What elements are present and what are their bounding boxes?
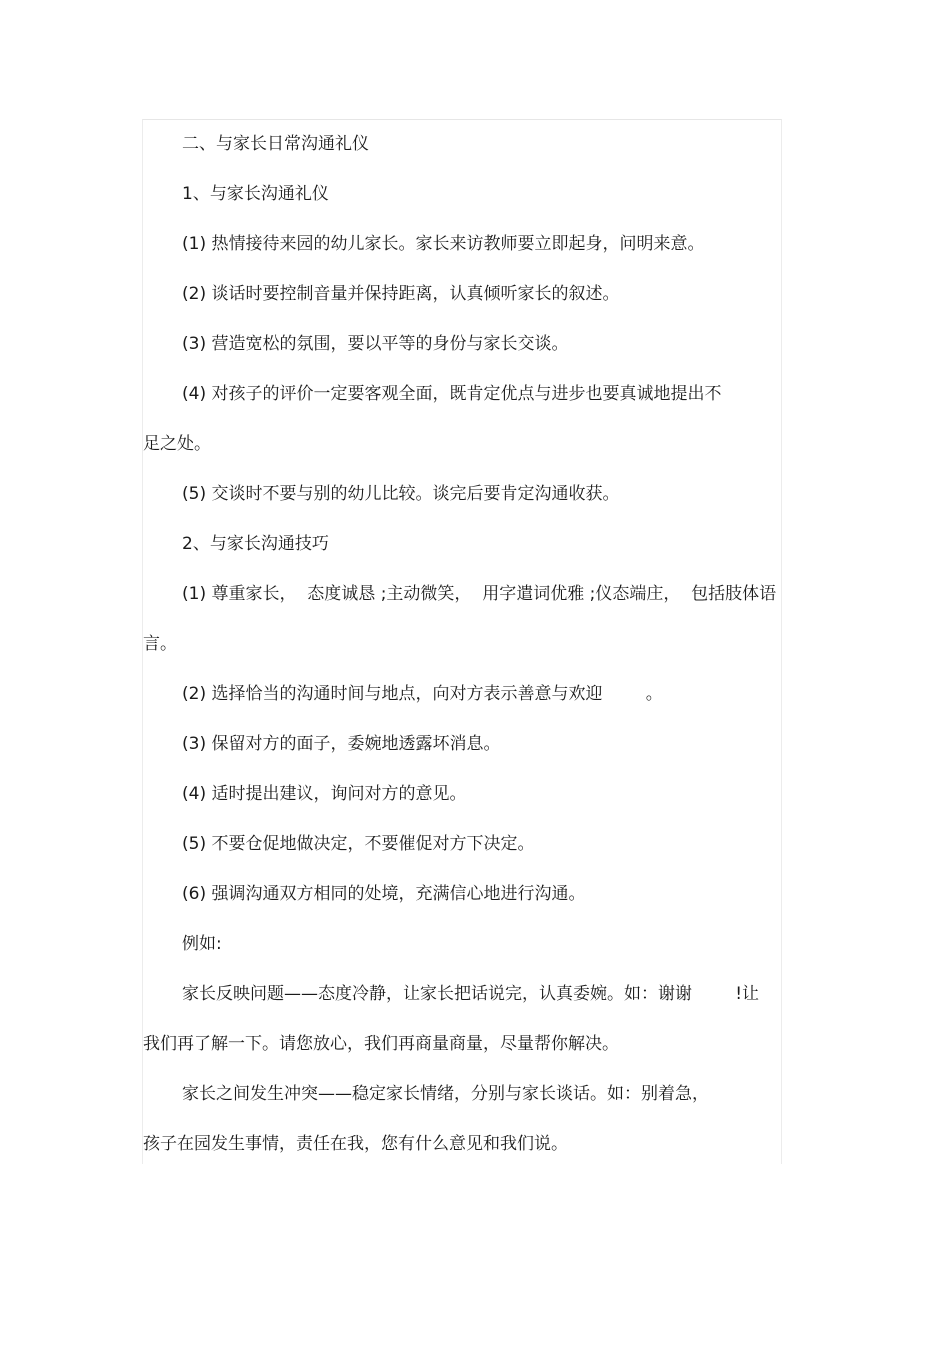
- skills-item-3: (3) 保留对方的面子，委婉地透露坏消息。: [182, 734, 501, 754]
- skills-item-2: (2) 选择恰当的沟通时间与地点，向对方表示善意与欢迎 。: [182, 684, 663, 704]
- example-label: 例如:: [182, 934, 222, 954]
- skills-item-4: (4) 适时提出建议，询问对方的意见。: [182, 784, 467, 804]
- etiquette-item-4-continued: 足之处。: [143, 434, 211, 454]
- skills-item-1: (1) 尊重家长， 态度诚恳 ;主动微笑， 用字遣词优雅 ;仪态端庄， 包括肢体语: [182, 584, 777, 604]
- example-1-line-1: 家长反映问题——态度冷静，让家长把话说完，认真委婉。如：谢谢 !让: [182, 984, 760, 1004]
- skills-item-1-continued: 言。: [143, 634, 177, 654]
- subsection-title-etiquette: 1、与家长沟通礼仪: [182, 184, 329, 204]
- etiquette-item-2: (2) 谈话时要控制音量并保持距离，认真倾听家长的叙述。: [182, 284, 620, 304]
- page-frame: [142, 119, 782, 1164]
- subsection-title-skills: 2、与家长沟通技巧: [182, 534, 329, 554]
- skills-item-6: (6) 强调沟通双方相同的处境，充满信心地进行沟通。: [182, 884, 586, 904]
- section-title: 二、与家长日常沟通礼仪: [182, 134, 369, 154]
- etiquette-item-1: (1) 热情接待来园的幼儿家长。家长来访教师要立即起身，问明来意。: [182, 234, 705, 254]
- example-2-line-2: 孩子在园发生事情，责任在我，您有什么意见和我们说。: [143, 1134, 568, 1154]
- etiquette-item-5: (5) 交谈时不要与别的幼儿比较。谈完后要肯定沟通收获。: [182, 484, 620, 504]
- etiquette-item-3: (3) 营造宽松的氛围，要以平等的身份与家长交谈。: [182, 334, 569, 354]
- etiquette-item-4: (4) 对孩子的评价一定要客观全面，既肯定优点与进步也要真诚地提出不: [182, 384, 722, 404]
- example-2-line-1: 家长之间发生冲突——稳定家长情绪，分别与家长谈话。如：别着急，: [182, 1084, 709, 1104]
- skills-item-5: (5) 不要仓促地做决定，不要催促对方下决定。: [182, 834, 535, 854]
- example-1-line-2: 我们再了解一下。请您放心，我们再商量商量，尽量帮你解决。: [143, 1034, 619, 1054]
